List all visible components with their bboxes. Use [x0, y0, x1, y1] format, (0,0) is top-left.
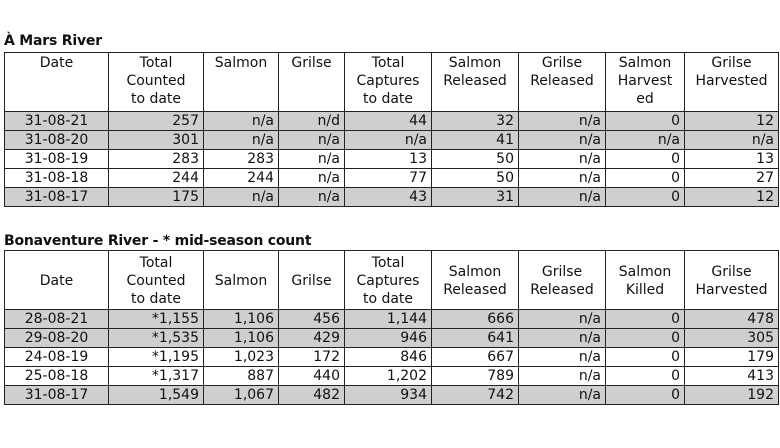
table-cell: 32 — [432, 112, 519, 131]
table-cell: n/a — [279, 150, 345, 169]
bonaventure-table-body — [5, 310, 779, 405]
table-cell: n/a — [519, 112, 606, 131]
table-cell: n/a — [279, 169, 345, 188]
column-header: Total Captures to date — [345, 53, 432, 112]
table-cell: n/a — [519, 131, 606, 150]
table-cell: 244 — [204, 169, 279, 188]
table-cell: n/a — [519, 348, 606, 367]
table-cell: 0 — [606, 169, 685, 188]
bonaventure-table-header — [5, 251, 779, 310]
table-cell: 440 — [279, 367, 345, 386]
table-cell: 283 — [204, 150, 279, 169]
table-cell: 50 — [432, 150, 519, 169]
table-row — [5, 188, 779, 207]
table-cell: 934 — [345, 386, 432, 405]
table-row — [5, 386, 779, 405]
table-cell: 0 — [606, 150, 685, 169]
date-cell: 31-08-17 — [5, 386, 109, 405]
column-header: Grilse — [279, 53, 345, 112]
table-cell: 742 — [432, 386, 519, 405]
table-cell: 666 — [432, 310, 519, 329]
table-cell: 413 — [685, 367, 779, 386]
column-header: Grilse Harvested — [685, 53, 779, 112]
table-cell: n/a — [519, 310, 606, 329]
column-header: Grilse Released — [519, 53, 606, 112]
mars-table-body — [5, 112, 779, 207]
column-header: Grilse Released — [519, 251, 606, 310]
table-cell: 0 — [606, 310, 685, 329]
table-cell: 31 — [432, 188, 519, 207]
header-row — [5, 53, 779, 112]
mars-river-title: À Mars River — [4, 33, 102, 49]
column-header: Total Captures to date — [345, 251, 432, 310]
table-cell: n/a — [204, 112, 279, 131]
table-cell: 305 — [685, 329, 779, 348]
table-cell: 1,106 — [204, 310, 279, 329]
date-cell: 24-08-19 — [5, 348, 109, 367]
table-cell: 12 — [685, 112, 779, 131]
table-row — [5, 150, 779, 169]
table-cell: 27 — [685, 169, 779, 188]
table-cell: n/a — [519, 188, 606, 207]
column-header: Total Counted to date — [109, 251, 204, 310]
table-cell: 283 — [109, 150, 204, 169]
column-header: Date — [5, 53, 109, 112]
table-cell: 667 — [432, 348, 519, 367]
table-cell: 0 — [606, 348, 685, 367]
table-cell: 0 — [606, 329, 685, 348]
table-cell: 1,144 — [345, 310, 432, 329]
table-cell: 1,549 — [109, 386, 204, 405]
table-cell: 429 — [279, 329, 345, 348]
date-cell: 31-08-21 — [5, 112, 109, 131]
table-cell: n/a — [685, 131, 779, 150]
column-header: Grilse Harvested — [685, 251, 779, 310]
date-cell: 31-08-19 — [5, 150, 109, 169]
mars-river-table — [4, 52, 779, 207]
table-cell: 0 — [606, 112, 685, 131]
table-cell: 50 — [432, 169, 519, 188]
column-header: Salmon Harvest ed — [606, 53, 685, 112]
table-cell: 789 — [432, 367, 519, 386]
table-cell: 43 — [345, 188, 432, 207]
table-cell: 175 — [109, 188, 204, 207]
table-cell: 641 — [432, 329, 519, 348]
table-row — [5, 131, 779, 150]
column-header: Salmon Released — [432, 53, 519, 112]
column-header: Date — [5, 251, 109, 310]
table-cell: n/a — [519, 169, 606, 188]
bonaventure-river-table — [4, 250, 779, 405]
table-cell: 77 — [345, 169, 432, 188]
table-cell: 1,106 — [204, 329, 279, 348]
table-cell: 301 — [109, 131, 204, 150]
table-cell: *1,195 — [109, 348, 204, 367]
date-cell: 31-08-17 — [5, 188, 109, 207]
table-cell: *1,317 — [109, 367, 204, 386]
column-header: Total Counted to date — [109, 53, 204, 112]
column-header: Salmon — [204, 53, 279, 112]
table-cell: *1,155 — [109, 310, 204, 329]
table-row — [5, 348, 779, 367]
table-cell: n/a — [606, 131, 685, 150]
table-cell: n/a — [519, 386, 606, 405]
table-cell: 0 — [606, 188, 685, 207]
column-header: Grilse — [279, 251, 345, 310]
table-cell: n/a — [519, 150, 606, 169]
header-row — [5, 251, 779, 310]
table-cell: 13 — [685, 150, 779, 169]
table-cell: *1,535 — [109, 329, 204, 348]
table-cell: 41 — [432, 131, 519, 150]
table-cell: 478 — [685, 310, 779, 329]
table-cell: n/a — [204, 188, 279, 207]
date-cell: 25-08-18 — [5, 367, 109, 386]
date-cell: 28-08-21 — [5, 310, 109, 329]
table-cell: 44 — [345, 112, 432, 131]
table-cell: 482 — [279, 386, 345, 405]
table-cell: 0 — [606, 367, 685, 386]
table-cell: 192 — [685, 386, 779, 405]
table-row — [5, 112, 779, 131]
table-cell: 179 — [685, 348, 779, 367]
date-cell: 29-08-20 — [5, 329, 109, 348]
table-cell: 1,023 — [204, 348, 279, 367]
table-cell: 946 — [345, 329, 432, 348]
table-row — [5, 329, 779, 348]
table-cell: n/a — [204, 131, 279, 150]
table-cell: n/a — [519, 367, 606, 386]
table-cell: n/a — [279, 188, 345, 207]
table-cell: 1,067 — [204, 386, 279, 405]
column-header: Salmon Released — [432, 251, 519, 310]
table-cell: n/a — [279, 131, 345, 150]
table-row — [5, 169, 779, 188]
table-cell: 0 — [606, 386, 685, 405]
bonaventure-river-title: Bonaventure River - * mid-season count — [4, 233, 312, 249]
table-cell: n/a — [345, 131, 432, 150]
table-row — [5, 367, 779, 386]
table-cell: 12 — [685, 188, 779, 207]
mars-table-header — [5, 53, 779, 112]
date-cell: 31-08-20 — [5, 131, 109, 150]
table-row — [5, 310, 779, 329]
table-cell: 172 — [279, 348, 345, 367]
table-cell: 456 — [279, 310, 345, 329]
table-cell: 13 — [345, 150, 432, 169]
table-cell: 887 — [204, 367, 279, 386]
column-header: Salmon — [204, 251, 279, 310]
table-cell: 257 — [109, 112, 204, 131]
table-cell: n/a — [519, 329, 606, 348]
table-cell: 1,202 — [345, 367, 432, 386]
column-header: Salmon Killed — [606, 251, 685, 310]
table-cell: 846 — [345, 348, 432, 367]
date-cell: 31-08-18 — [5, 169, 109, 188]
table-cell: 244 — [109, 169, 204, 188]
table-cell: n/d — [279, 112, 345, 131]
